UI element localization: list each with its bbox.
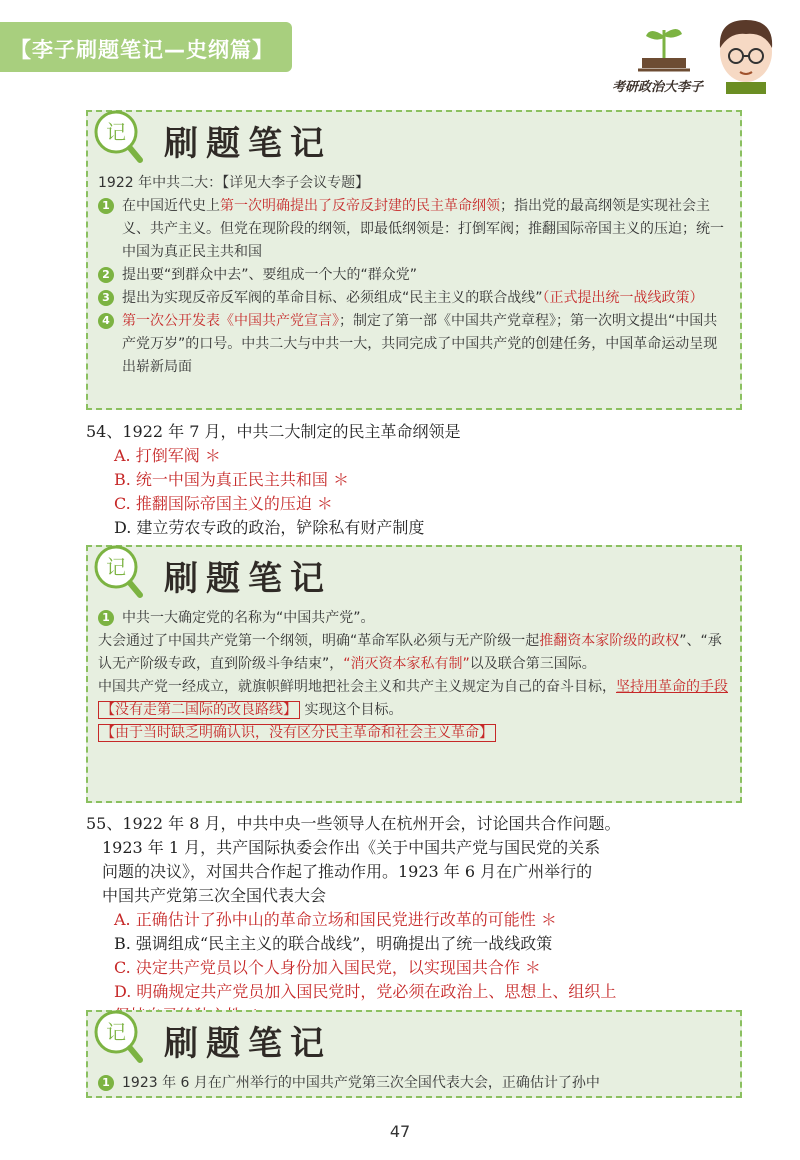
number-badge: 1 [98,610,114,626]
number-badge: 3 [98,290,114,306]
question-stem-line: 问题的决议》，对国共合作起了推动作用。1923 年 6 月在广州举行的 [102,862,593,881]
note-header [88,1006,388,1066]
note-title: 刷题笔记 [164,124,332,164]
number-badge: 4 [98,313,114,329]
magnifier-icon [92,1008,144,1064]
note-paragraph: 【由于当时缺乏明确认识，没有区分民主革命和社会主义革命】 [98,722,730,745]
svg-text:记: 记 [106,120,126,144]
note-body [98,607,730,745]
option-d: D. 建立劳农专政的政治，铲除私有财产制度 [114,518,425,537]
note-box-3 [86,1010,742,1098]
question-stem: 54、1922 年 7 月，中共二大制定的民主革命纲领是 [86,422,461,441]
note-title: 刷题笔记 [164,1024,332,1064]
brand-text: 考研政治大李子 [612,80,704,95]
note-paragraph: 中国共产党一经成立，就旗帜鲜明地把社会主义和共产主义规定为自己的奋斗目标，坚持用革命的手段【没有走第二国际的改良路线】 实现这个目标。 [98,679,728,718]
question-55 [86,812,746,1028]
note-box-2 [86,545,742,803]
svg-text:记: 记 [106,555,126,579]
option-a: A. 正确估计了孙中山的革命立场和国民党进行改革的可能性 ＊ [114,910,557,929]
note-item: 1 中共一大确定党的名称为“中国共产党”。 [98,607,730,630]
option-b: B. 强调组成“民主主义的联合战线”，明确提出了统一战线政策 [114,934,553,953]
avatar [710,14,782,94]
note-intro: 1922 年中共二大：【详见大李子会议专题】 [98,175,370,191]
magnifier-icon [92,108,144,164]
note-title: 刷题笔记 [164,559,332,599]
question-54 [86,420,746,540]
note-item: 2 提出要“到群众中去”、要组成一个大的“群众党” [98,264,730,287]
question-stem-line: 1923 年 1 月，共产国际执委会作出《关于中国共产党与国民党的关系 [102,838,601,857]
header-title: 【李子刷题笔记—史纲篇】 [10,38,274,62]
question-stem-line: 55、1922 年 8 月，中共中央一些领导人在杭州开会，讨论国共合作问题。 [86,814,621,833]
magnifier-icon [92,543,144,599]
note-item: 1 在中国近代史上第一次明确提出了反帝反封建的民主革命纲领；指出党的最高纲领是实现社会主义、共产主义。但党在现阶段的纲领，即最低纲领是：打倒军阀；推翻国际帝国主义的压迫；统一中国为真正民主共和国 [98,195,730,264]
option-c: C. 决定共产党员以个人身份加入国民党，以实现国共合作 ＊ [114,958,541,977]
option-b: B. 统一中国为真正民主共和国 ＊ [114,470,350,489]
note-header [88,106,388,166]
option-a: A. 打倒军阀 ＊ [114,446,221,465]
option-d: D. 明确规定共产党员加入国民党时，党必须在政治上、思想上、组织上 [114,982,617,1001]
question-stem-line: 中国共产党第三次全国代表大会 [102,886,327,905]
note-body [98,1072,730,1095]
note-header [88,541,388,601]
note-item: 4 第一次公开发表《中国共产党宣言》；制定了第一部《中国共产党章程》；第一次明文提出“中国共产党万岁”的口号。中共二大与中共一大，共同完成了中国共产党的创建任务，中国革命运动呈现出崭新局面 [98,310,730,379]
number-badge: 2 [98,267,114,283]
number-badge: 1 [98,1075,114,1091]
svg-text:记: 记 [106,1020,126,1044]
option-c: C. 推翻国际帝国主义的压迫 ＊ [114,494,333,513]
plant-logo-icon [632,20,696,74]
note-item: 1 1923 年 6 月在广州举行的中国共产党第三次全国代表大会，正确估计了孙中 [98,1072,730,1095]
page-number: 47 [389,1122,411,1141]
note-body [98,172,730,379]
note-paragraph: 大会通过了中国共产党第一个纲领，明确“革命军队必须与无产阶级一起推翻资本家阶级的政权”、“承认无产阶级专政，直到阶级斗争结束”，“消灭资本家私有制”以及联合第三国际。 [98,633,722,672]
note-item: 3 提出为实现反帝反军阀的革命目标、必须组成“民主主义的联合战线”（正式提出统一战线政策） [98,287,730,310]
note-box-1 [86,110,742,410]
number-badge: 1 [98,198,114,214]
